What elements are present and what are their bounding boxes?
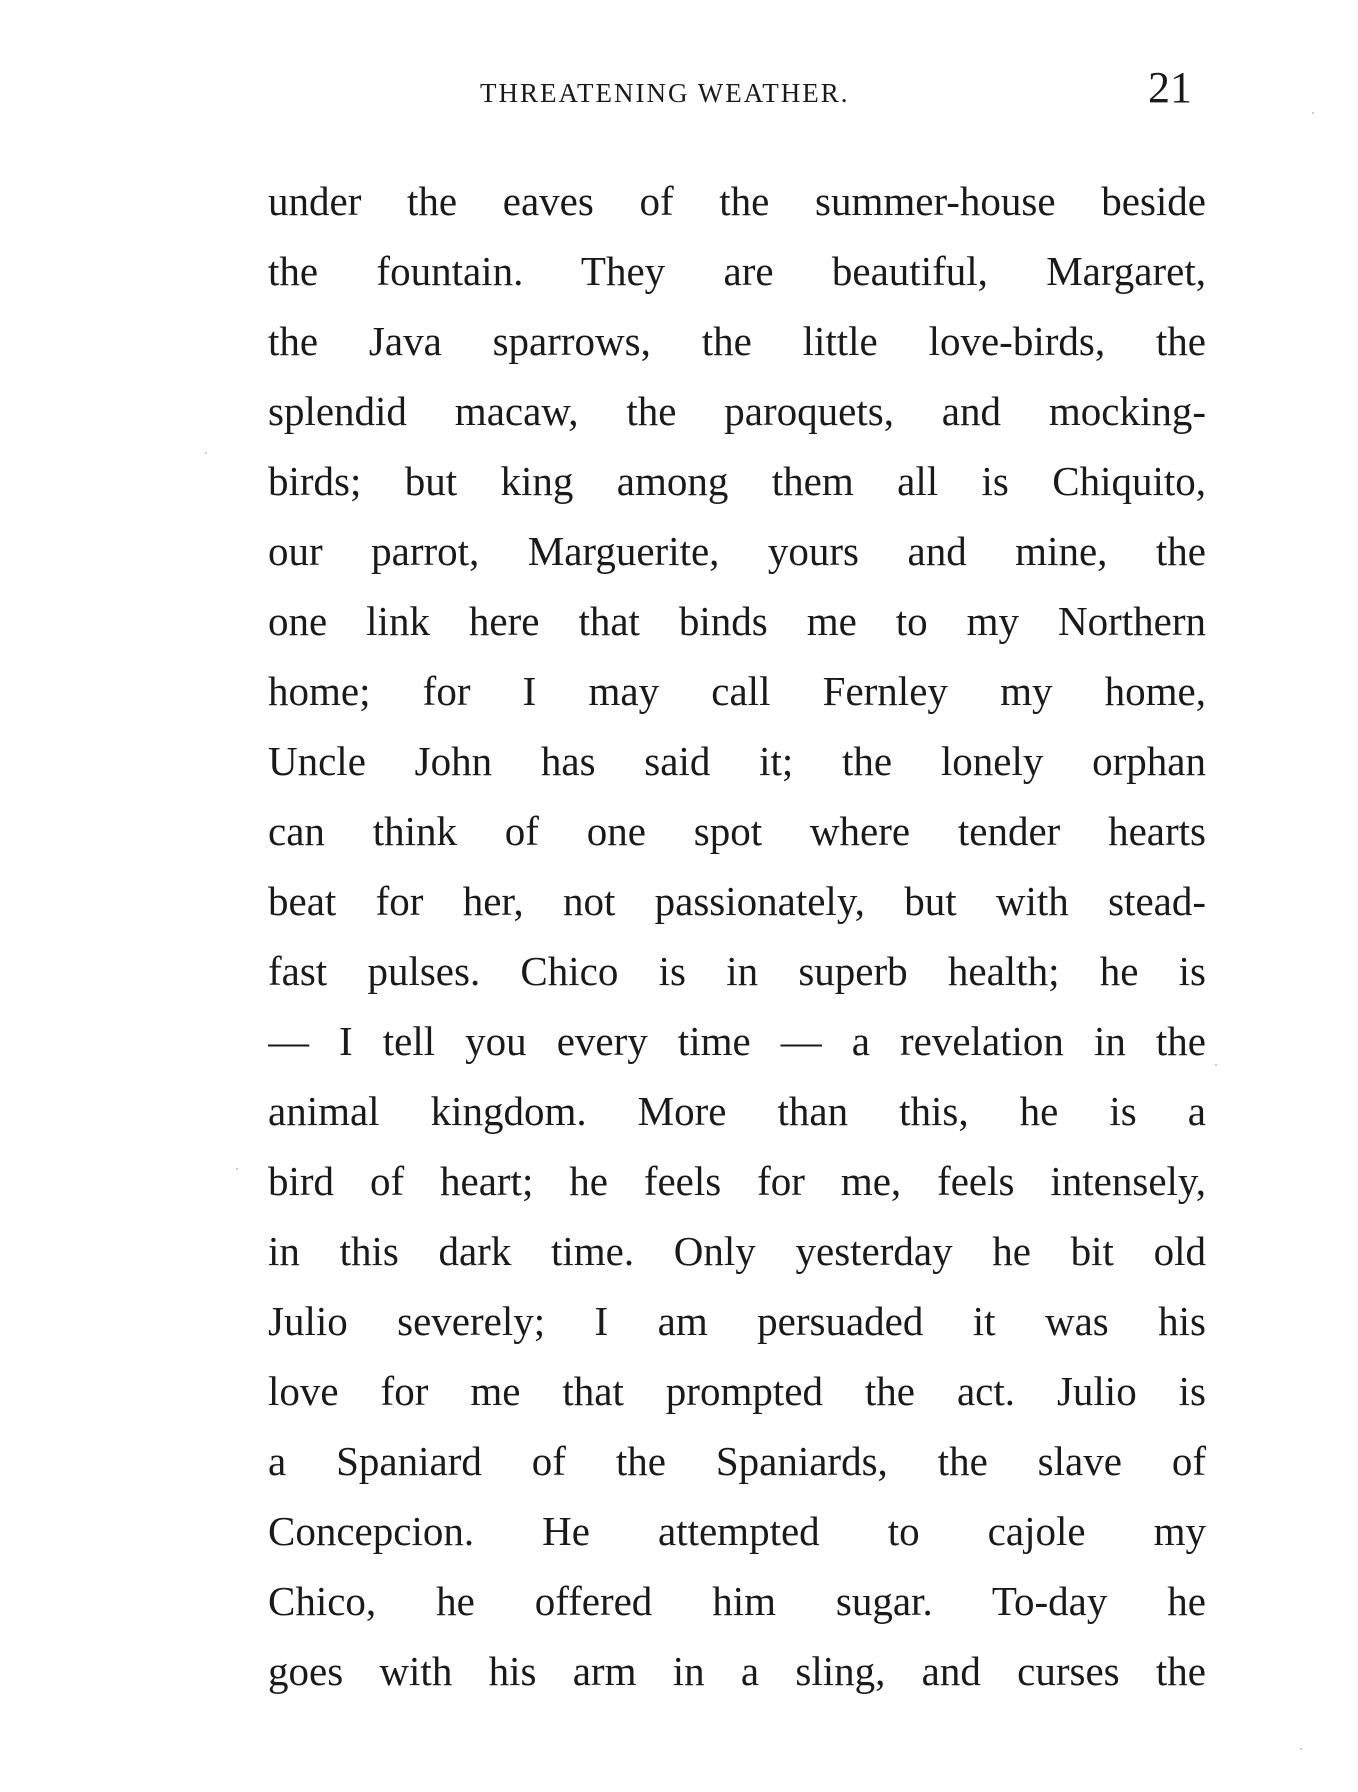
text-line: under the eaves of the summer-house beside — [268, 178, 1206, 224]
page-number: 21 — [1148, 63, 1192, 112]
text-line: — I tell you every time — a revelation in the — [268, 1018, 1206, 1064]
text-line: animal kingdom. More than this, he is a — [268, 1088, 1206, 1134]
text-line: Concepcion. He attempted to cajole my — [268, 1508, 1206, 1554]
text-line: home; for I may call Fernley my home, — [268, 668, 1206, 714]
text-line: birds; but king among them all is Chiquito, — [268, 458, 1206, 504]
scan-speck — [205, 452, 207, 454]
text-line: in this dark time. Only yesterday he bit old — [268, 1228, 1206, 1274]
text-line: a Spaniard of the Spaniards, the slave of — [268, 1438, 1206, 1484]
text-line: love for me that prompted the act. Julio is — [268, 1368, 1206, 1414]
scan-speck — [1300, 1748, 1302, 1750]
text-line: splendid macaw, the paroquets, and mocking- — [268, 388, 1206, 434]
text-line: Julio severely; I am persuaded it was his — [268, 1298, 1206, 1344]
scan-speck — [1312, 112, 1314, 114]
text-line: fast pulses. Chico is in superb health; he is — [268, 948, 1206, 994]
text-line: bird of heart; he feels for me, feels intensely, — [268, 1158, 1206, 1204]
scan-speck — [1215, 1064, 1217, 1066]
text-line: can think of one spot where tender hearts — [268, 808, 1206, 854]
text-line: the Java sparrows, the little love-birds, the — [268, 318, 1206, 364]
text-line: the fountain. They are beautiful, Margaret, — [268, 248, 1206, 294]
text-line: Chico, he offered him sugar. To-day he — [268, 1578, 1206, 1624]
running-head: THREATENING WEATHER. — [480, 78, 850, 108]
text-line: Uncle John has said it; the lonely orphan — [268, 738, 1206, 784]
text-line: beat for her, not passionately, but with stead- — [268, 878, 1206, 924]
scan-speck — [236, 1168, 238, 1170]
text-line: our parrot, Marguerite, yours and mine, the — [268, 528, 1206, 574]
text-line: one link here that binds me to my Northern — [268, 598, 1206, 644]
body-text — [268, 166, 1206, 1706]
text-line: goes with his arm in a sling, and curses the — [268, 1648, 1206, 1694]
